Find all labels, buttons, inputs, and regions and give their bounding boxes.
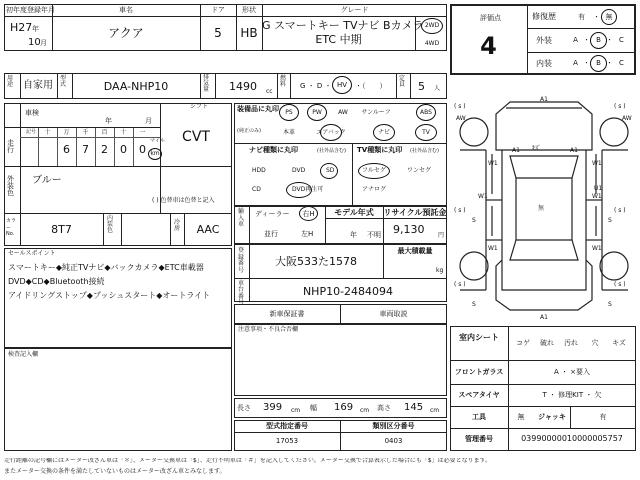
- grade-line2: ETC 中期: [315, 33, 362, 46]
- width-unit: cm: [360, 407, 370, 414]
- navi-item: DVD再生可: [292, 186, 324, 193]
- tools-value: 無: [517, 413, 525, 421]
- mileage-divider: [57, 128, 58, 166]
- footer-line2: またメーター交換の条件を満たしていないものはメーター改ざん車とみなします。: [4, 468, 226, 475]
- width-value: 169: [334, 402, 354, 413]
- tv-item: フルセグ: [362, 167, 386, 174]
- interior-sheet-item: 汚れ: [564, 339, 578, 347]
- repair-no: 無: [605, 13, 613, 21]
- diagram-label: W1: [478, 193, 488, 200]
- tools-label: 工具: [472, 413, 486, 421]
- mileage-unit-mile: マイル: [150, 138, 165, 144]
- navi-item: CD: [252, 186, 261, 193]
- mileage-divider: [95, 128, 96, 166]
- inspection-month: 月: [145, 117, 152, 125]
- exterior-color-note: ( ) 色替車は色替と記入: [152, 197, 215, 204]
- mileage-digit: 7: [82, 143, 89, 156]
- mileage-label: 走行: [7, 139, 14, 154]
- diagram-label: U1: [594, 185, 603, 192]
- diagram-label: S: [472, 301, 476, 308]
- grade-option: A: [573, 59, 578, 67]
- hood-outline: [496, 102, 592, 150]
- equipment-item: サンルーフ: [361, 109, 391, 116]
- grade-separator: ・: [583, 59, 590, 67]
- body-label: 形状: [242, 6, 256, 14]
- exterior-grade-label: 外装: [536, 36, 552, 45]
- diagram-label: A1: [570, 147, 578, 154]
- color-code-value: 8T7: [51, 223, 72, 236]
- mileage-digit: 2: [101, 143, 108, 156]
- category-value: 0403: [384, 437, 403, 445]
- footer-line1: 走行距離の記号欄にはメーター改ざん車は「＊」、メーター交換車は「$」、走行不明車は「＃」を記入してください。メーター交換で合算表示した場合にも「$」は必要となります。: [4, 458, 492, 464]
- reg-era-year: H27: [10, 21, 33, 34]
- length-label: 長さ: [237, 404, 251, 412]
- guarantee-label: 新車保証書: [269, 310, 305, 318]
- diagram-label: 無: [538, 205, 545, 212]
- color-code-label: カラーNo.: [6, 218, 17, 237]
- equipment-item: 本革: [282, 129, 295, 136]
- diagram-label: W1: [488, 160, 498, 167]
- type-label: 型式: [60, 75, 67, 88]
- diagram-label: A1: [512, 147, 520, 154]
- control-no: 03990000010000005757: [521, 434, 623, 443]
- max-load-label: 最大積載量: [397, 247, 433, 255]
- tv-sub: (社外品含む): [410, 148, 439, 154]
- diagram-label: W1: [592, 160, 602, 167]
- interior-sheet-label: 室内シート: [459, 333, 499, 342]
- fuel-rest: ・（ ）: [355, 82, 387, 90]
- car-damage-diagram: [452, 90, 636, 322]
- diagram-paren: ( s ): [614, 207, 626, 214]
- doors-value: 5: [214, 26, 222, 40]
- exterior-color-value: ブルー: [32, 175, 62, 186]
- body-value: HB: [240, 26, 258, 40]
- equipment-item: ABS: [420, 109, 432, 116]
- front-left-wheel-icon: [460, 118, 488, 146]
- mileage-digit-header: 万: [63, 129, 70, 136]
- inspector-notes-box: [4, 348, 232, 451]
- aircon-value: AAC: [196, 223, 220, 236]
- import-left: 左H: [301, 230, 314, 238]
- diagram-label: W1: [592, 245, 602, 252]
- recycle-label: リサイクル預託金: [383, 208, 447, 217]
- reg-year-label: 初年度登録年月: [6, 6, 55, 14]
- trunk-outline: [496, 260, 592, 310]
- plate-label: 登録番号: [238, 247, 245, 274]
- capacity-unit: 人: [434, 85, 441, 92]
- drive-alt: 4WD: [424, 40, 440, 47]
- grade-option: C: [619, 36, 624, 44]
- mileage-digit-header: 一: [139, 129, 146, 136]
- displacement-value: 1490: [229, 80, 257, 93]
- interior-color-label: 内装色: [107, 215, 114, 234]
- grade-line1: G スマートキー TVナビ Bカメラ: [262, 19, 424, 32]
- recycle-unit: 円: [438, 232, 445, 239]
- diagram-paren: ( s ): [454, 207, 466, 214]
- sales-point-line: アイドリングストップ◆プッシュスタート◆オートライト: [8, 291, 211, 300]
- drive-main: 2WD: [424, 22, 440, 29]
- navi-item: DVD: [292, 167, 306, 174]
- diagram-label: S: [608, 301, 612, 308]
- width-label: 幅: [310, 404, 317, 412]
- equipment-item: AW: [338, 109, 348, 116]
- mileage-digit-header: 百: [101, 129, 108, 136]
- diagram-label: A1: [540, 96, 548, 103]
- fuel-selected: HV: [336, 81, 348, 89]
- grade-separator: ・: [606, 36, 613, 44]
- mileage-digit-header: 千: [82, 129, 89, 136]
- model-name: アクア: [108, 26, 144, 40]
- height-unit: cm: [430, 407, 440, 414]
- capacity-value: 5: [418, 80, 425, 93]
- equipment-item: TV: [422, 129, 430, 136]
- navi-item: SD: [326, 167, 335, 174]
- navi-label: ナビ種類に丸印: [249, 146, 298, 154]
- diagram-paren: ( s ): [614, 103, 626, 110]
- capacity-label: 定員: [399, 75, 406, 88]
- mileage-digit: 0: [139, 143, 146, 156]
- reg-year-suffix: 年: [32, 25, 39, 33]
- diagram-label: S: [608, 217, 612, 224]
- mileage-divider: [76, 128, 77, 166]
- displacement-label: 排気量: [203, 74, 210, 93]
- rear-left-wheel-icon: [460, 252, 488, 280]
- spare-label: スペアタイヤ: [458, 391, 500, 399]
- fuel-options: G ・ D ・: [300, 82, 332, 90]
- import-parallel: 並行: [264, 230, 278, 238]
- inspection-year: 年: [105, 117, 112, 125]
- height-label: 高さ: [377, 404, 391, 412]
- diagram-label: AW: [456, 115, 466, 122]
- tv-item: ワンセグ: [407, 167, 432, 174]
- equipment-item: ナビ: [377, 129, 390, 136]
- interior-sheet-item: キズ: [612, 339, 626, 347]
- mileage-digit-header: 十: [44, 129, 51, 136]
- manual-label: 車両取説: [379, 310, 408, 318]
- grade-option: B: [596, 36, 601, 44]
- diagram-label: ｷｽﾞ: [532, 145, 542, 152]
- interior-grade-label: 内装: [536, 59, 552, 68]
- mileage-divider: [38, 128, 39, 166]
- shift-value: CVT: [182, 129, 210, 145]
- navi-item: HDD: [252, 167, 266, 174]
- grade-option: A: [573, 36, 578, 44]
- aircon-label: 冷房: [174, 219, 181, 232]
- mileage-unit-km: km: [150, 150, 160, 157]
- grade-label: グレード: [340, 6, 369, 14]
- reg-month: 10: [28, 37, 41, 48]
- diagram-label: W1: [592, 193, 602, 200]
- plate-value: 大阪533た1578: [275, 255, 357, 268]
- recycle-value: 9,130: [393, 223, 425, 236]
- windshield-outline: [510, 156, 578, 178]
- rear-window-outline: [510, 240, 578, 260]
- sales-points-label: セールスポイント: [8, 250, 56, 257]
- equipment-item: PW: [312, 109, 322, 116]
- model-year-year: 年: [350, 231, 357, 239]
- mileage-digit: 6: [63, 143, 70, 156]
- type-value: DAA-NHP10: [103, 80, 169, 93]
- displacement-unit: cc: [266, 88, 273, 95]
- interior-sheet-item: コゲ: [516, 339, 530, 347]
- import-dealer: ディーラー: [255, 210, 290, 218]
- front-right-wheel-icon: [600, 118, 628, 146]
- windshield-value: A ・ ×要入: [553, 368, 591, 376]
- length-value: 399: [263, 402, 283, 413]
- jack-label: ジャッキ: [538, 413, 566, 421]
- exterior-color-label: 外装色: [7, 175, 14, 197]
- mileage-sub-label: 記号: [26, 129, 37, 135]
- rear-right-wheel-icon: [600, 252, 628, 280]
- control-label: 管理番号: [465, 435, 493, 443]
- diagram-label: AW: [622, 115, 632, 122]
- score-value: 4: [480, 32, 497, 60]
- usage-value: 自家用: [23, 80, 53, 91]
- model-year-label: モデル年式: [334, 208, 374, 217]
- height-value: 145: [404, 402, 424, 413]
- diagram-label: S: [472, 217, 476, 224]
- repair-yes: 有: [578, 13, 585, 21]
- doors-label: ドア: [211, 6, 225, 14]
- usage-label: 用途: [7, 75, 14, 88]
- grade-separator: ・: [606, 59, 613, 67]
- windshield-label: フロントガラス: [454, 368, 504, 376]
- diagram-label: A1: [540, 314, 548, 321]
- grade-separator: ・: [583, 36, 590, 44]
- chassis-label: 車台番号: [238, 280, 245, 306]
- spare-value: T ・ 修理KIT ・ 欠: [542, 391, 602, 399]
- diagram-paren: ( s ): [454, 281, 466, 288]
- fuel-label: 燃料: [280, 75, 287, 88]
- jack-value: 有: [599, 413, 607, 421]
- equipment-item: エアバック: [316, 129, 346, 136]
- interior-sheet-item: 穴: [591, 339, 599, 347]
- mileage-divider: [114, 128, 115, 166]
- notes-label: 注意事項・不良合否欄: [238, 326, 299, 333]
- model-year-unknown: 不明: [367, 231, 381, 239]
- interior-sheet-item: 破れ: [540, 339, 554, 347]
- equipment-item: PS: [285, 109, 293, 116]
- category-label: 類別区分番号: [372, 422, 415, 430]
- notes-box: [234, 324, 447, 396]
- mileage-digit-header: 十: [120, 129, 127, 136]
- import-label: 輸入車: [238, 208, 245, 229]
- designation-value: 17053: [275, 437, 299, 445]
- inspection-label: 車検: [25, 109, 39, 117]
- navi-sub: (社外品含む): [317, 148, 346, 154]
- mileage-divider: [133, 128, 134, 166]
- length-unit: cm: [291, 407, 301, 414]
- grade-option: B: [596, 59, 601, 67]
- diagram-label: W1: [488, 245, 498, 252]
- tv-label: TV種類に丸印: [357, 146, 403, 154]
- grade-option: C: [619, 59, 624, 67]
- designation-label: 型式指定番号: [266, 422, 308, 430]
- score-label: 評価点: [480, 14, 501, 22]
- sales-point-line: スマートキー◆純正TVナビ◆バックカメラ◆ETC車載器: [8, 263, 204, 272]
- import-right: 右H: [302, 210, 315, 218]
- tv-item: アナログ: [362, 186, 387, 193]
- diagram-paren: ( s ): [454, 103, 466, 110]
- chassis-value: NHP10-2484094: [302, 285, 394, 298]
- equipment-sub: (純正のみ): [237, 128, 261, 134]
- shift-label: シフト: [190, 103, 209, 110]
- model-name-label: 車名: [119, 6, 133, 14]
- repair-label: 修復歴: [532, 12, 556, 21]
- equipment-label: 装備品に丸印: [237, 105, 279, 113]
- equipment-block: [234, 103, 447, 206]
- sales-point-line: DVD◆CD◆Bluetooth接続: [8, 277, 105, 286]
- reg-month-suffix: 月: [40, 39, 47, 47]
- mileage-digit: 0: [120, 143, 127, 156]
- max-load-unit: kg: [436, 267, 444, 274]
- diagram-paren: ( s ): [614, 281, 626, 288]
- inspector-notes-label: 検査記入欄: [8, 351, 39, 358]
